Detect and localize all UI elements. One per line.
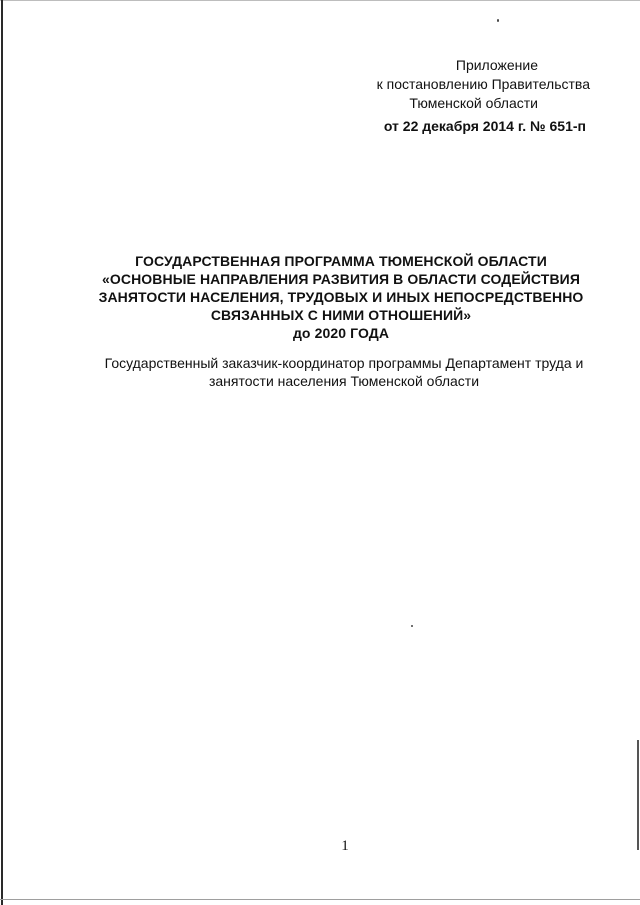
- title-line: «ОСНОВНЫЕ НАПРАВЛЕНИЯ РАЗВИТИЯ В ОБЛАСТИ СОДЕЙСТВИЯ: [102, 271, 580, 287]
- appendix-to-decree: к постановлению Правительства: [376, 76, 590, 92]
- scan-left-edge: [1, 0, 3, 905]
- title-line: СВЯЗАННЫХ С НИМИ ОТНОШЕНИЙ»: [210, 307, 472, 323]
- title-line: ГОСУДАРСТВЕННАЯ ПРОГРАММА ТЮМЕНСКОЙ ОБЛАСТИ: [135, 253, 547, 269]
- page-number: 1: [341, 838, 349, 854]
- scan-top-edge: [0, 0, 640, 1]
- customer-line: занятости населения Тюменской области: [208, 373, 480, 389]
- scan-bottom-edge: [0, 899, 640, 900]
- appendix-region: Тюменской области: [409, 95, 538, 111]
- customer-line: Государственный заказчик-координатор программы Департамент труда и: [104, 355, 584, 371]
- scan-speck: [411, 625, 413, 627]
- program-customer: [64, 354, 624, 390]
- appendix-header: [340, 56, 590, 136]
- title-line: ЗАНЯТОСТИ НАСЕЛЕНИЯ, ТРУДОВЫХ И ИНЫХ НЕПОСРЕДСТВЕННО: [98, 289, 584, 305]
- scan-speck: [497, 19, 499, 22]
- appendix-label: Приложение: [455, 57, 538, 73]
- title-line: до 2020 ГОДА: [292, 325, 390, 341]
- program-title: [70, 252, 612, 342]
- scan-right-edge-mark: [637, 740, 639, 850]
- decree-reference: от 22 декабря 2014 г. № 651-п: [383, 118, 586, 134]
